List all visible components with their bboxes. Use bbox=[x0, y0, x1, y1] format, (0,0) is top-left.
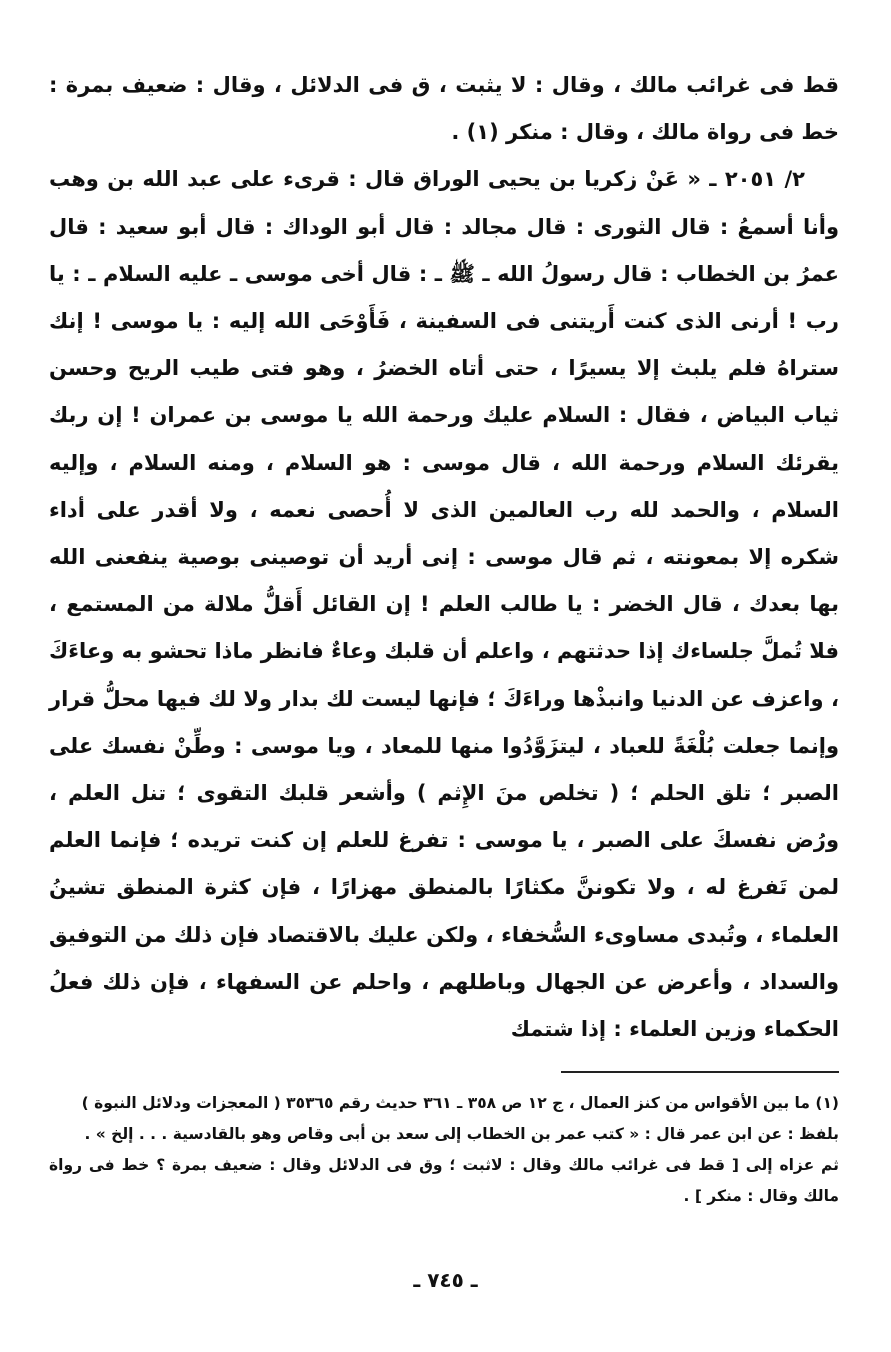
footnote-divider bbox=[561, 1071, 839, 1073]
page-number: ـ ٧٤٥ ـ bbox=[413, 1268, 478, 1292]
hadith-paragraph: ٢/ ٢٠٥١ ـ « عَنْ زكريا بن يحيى الوراق قال : قرىء على عبد الله بن وهب وأنا أسمعُ : قال الثورى : قال مجالد : قال أبو الوداك : قال أبو سعيد : قال عمرُ بن الخطاب : قال رسولُ الله ـ ﷺ ـ : قال أخى موسى ـ عليه السلام ـ : يا رب ! أرنى الذى كنت أَريتنى فى السفينة ، فَأَوْحَى الله إليه : يا موسى ! إنك ستراهُ فلم يلبث إلا يسيرًا ، حتى أتاه الخضرُ ، وهو فتى طيب الريح وحسن ثياب البياض ، فقال : السلام عليك ورحمة الله يا موسى بن عمران ! إن ربك يقرئك السلام ورحمة الله ، قال موسى : هو السلام ، ومنه السلام ، وإليه السلام ، والحمد لله رب العالمين الذى لا أُحصى نعمه ، ولا أقدر على أداء شكره إلا بمعونته ، ثم قال موسى : إنى أريد أن توصينى بوصية ينفعنى الله بها بعدك ، قال الخضر : يا طالب العلم ! إن القائل أَقلُّ ملالة من المستمع ، فلا تُملَّ جلساءك إذا حدثتهم ، واعلم أن قلبك وعاءٌ فانظر ماذا تحشو به وعاءَكَ ، واعزف عن الدنيا وانبذْها وراءَكَ ؛ فإنها ليست لك بدار ولا لك فيها محلُّ قرار وإنما جعلت بُلْغَةً للعباد ، ليتزَوَّدُوا منها للمعاد ، ويا موسى : وطِّنْ نفسك على الصبر ؛ تلق الحلم ؛ ( تخلص منَ الإِثم ) وأشعر قلبك التقوى ؛ تنل العلم ، ورُض نفسكَ على الصبر ، يا موسى : تفرغ للعلم إن كنت تريده ؛ فإنما العلم لمن تَفرغ له ، ولا تكوننَّ مكثارًا بالمنطق مهزارًا ، فإن كثرة المنطق تشينُ العلماء ، وتُبدى مساوىء السُّخفاء ، ولكن عليك بالاقتصاد فإن ذلك من التوفيق والسداد ، وأعرض عن الجهال وباطلهم ، واحلم عن السفهاء ، فإن ذلك فعلُ الحكماء وزين العلماء : إذا شتمك bbox=[49, 167, 839, 1042]
footnotes-block bbox=[49, 1088, 839, 1212]
continuation-paragraph: قط فى غرائب مالك ، وقال : لا يثبت ، ق فى الدلائل ، وقال : ضعيف بمرة : خط فى رواة مالك ، وقال : منكر (١) . bbox=[49, 73, 839, 145]
footnote-line: بلفظ : عن ابن عمر قال : « كتب عمر بن الخطاب إلى سعد بن أبى وقاص وهو بالقادسية . . . إلخ » . bbox=[84, 1125, 839, 1143]
main-text-block bbox=[49, 62, 839, 1053]
footnote-line: ثم عزاه إلى [ قط فى غرائب مالك وقال : لاثبت ؛ وق فى الدلائل وقال : ضعيف بمرة ؟ خط فى رواة مالك وقال : منكر ] . bbox=[49, 1156, 839, 1205]
footnote-line: (١) ما بين الأقواس من كنز العمال ، ج ١٢ ص ٣٥٨ ـ ٣٦١ حديث رقم ٣٥٣٦٥ ( المعجزات ودلائل النبوة ) bbox=[81, 1094, 839, 1112]
